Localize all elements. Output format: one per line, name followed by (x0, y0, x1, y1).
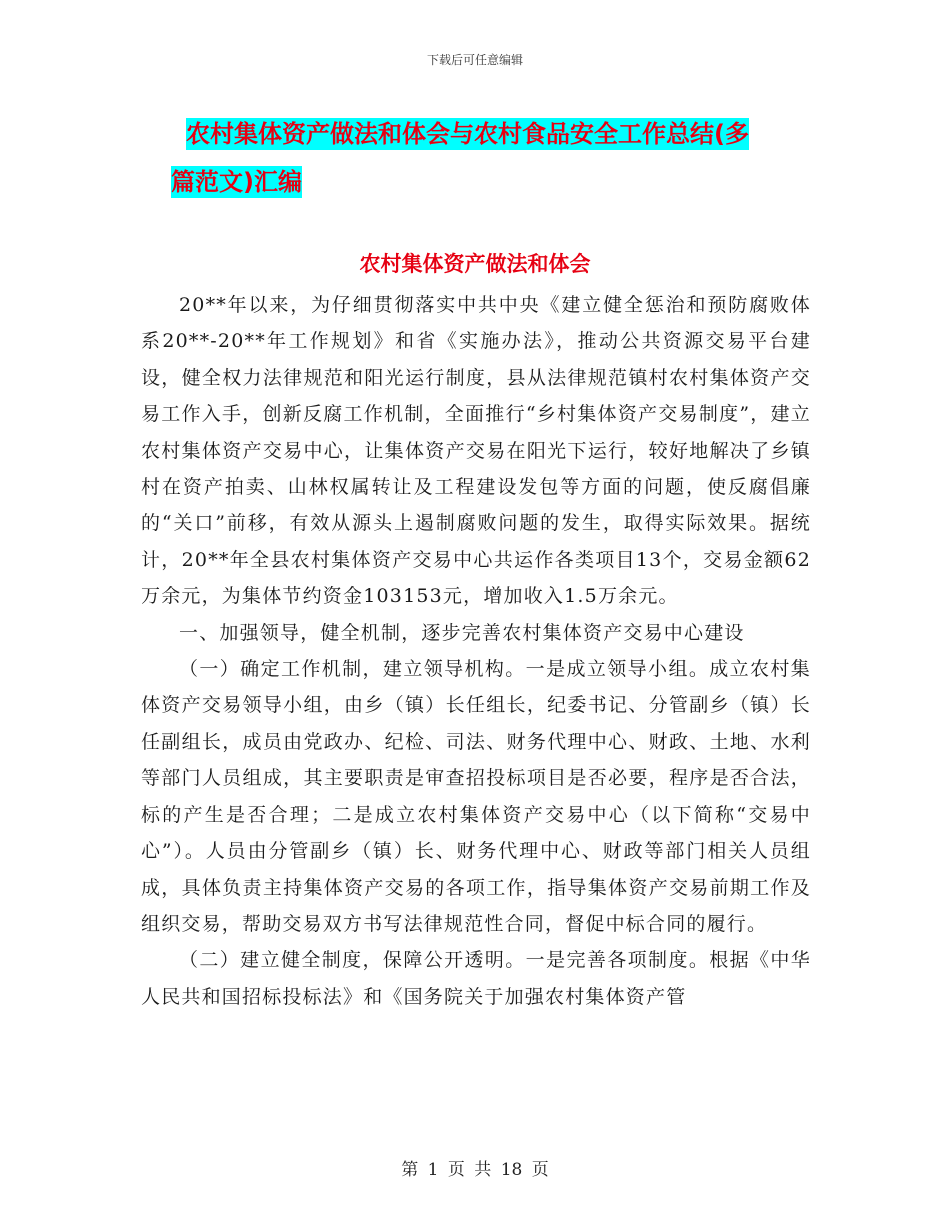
title-highlight-1: 农村集体资产做法和体会与农村食品安全工作总结(多 (186, 120, 749, 148)
paragraph-section-1-2: （二）建立健全制度，保障公开透明。一是完善各项制度。根据《中华人民共和国招标投标法》和《国务院关于加强农村集体资产管 (141, 949, 811, 1008)
title-highlight-2: 篇范文)汇编 (171, 168, 302, 196)
document-title (171, 110, 816, 206)
document-title-line-2 (171, 158, 816, 206)
document-body (141, 287, 811, 1015)
document-title-line-1 (186, 110, 816, 158)
paragraph-intro: 20**年以来，为仔细贯彻落实中共中央《建立健全惩治和预防腐败体系20**-20**年工作规划》和省《实施办法》，推动公共资源交易平台建设，健全权力法律规范和阳光运行制度，县从法律规范镇村农村集体资产交易工作入手，创新反腐工作机制，全面推行“乡村集体资产交易制度”，建立农村集体资产交易中心，让集体资产交易在阳光下运行，较好地解决了乡镇村在资产拍卖、山林权属转让及工程建设发包等方面的问题，使反腐倡廉的“关口”前移，有效从源头上遏制腐败问题的发生，取得实际效果。据统计，20**年全县农村集体资产交易中心共运作各类项目13个，交易金额62万余元，为集体节约资金103153元，增加收入1.5万余元。 (141, 294, 811, 608)
page-header-note: 下载后可任意编辑 (426, 53, 523, 67)
page-number: 第 1 页 共 18 页 (401, 1160, 549, 1180)
paragraph-heading-1: 一、加强领导，健全机制，逐步完善农村集体资产交易中心建设 (179, 621, 745, 644)
paragraph-section-1-1: （一）确定工作机制，建立领导机构。一是成立领导小组。成立农村集体资产交易领导小组，由乡（镇）长任组长，纪委书记、分管副乡（镇）长任副组长，成员由党政办、纪检、司法、财务代理中心、财政、土地、水利等部门人员组成，其主要职责是审查招投标项目是否必要，程序是否合法，标的产生是否合理；二是成立农村集体资产交易中心（以下简称“交易中心”）。人员由分管副乡（镇）长、财务代理中心、财政等部门相关人员组成，具体负责主持集体资产交易的各项工作，指导集体资产交易前期工作及组织交易，帮助交易双方书写法律规范性合同，督促中标合同的履行。 (141, 658, 811, 935)
section-title: 农村集体资产做法和体会 (359, 252, 591, 276)
